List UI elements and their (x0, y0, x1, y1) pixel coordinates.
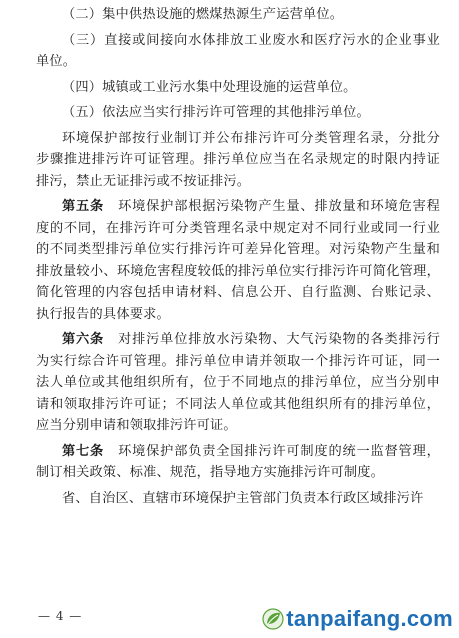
article-text: 对排污单位排放水污染物、大气污染物的各类排污行 (104, 332, 440, 347)
paragraph-line: 单位。 (36, 54, 77, 69)
paragraph-line: 度的不同，在排污许可分类管理名录中规定对不同行业或同一行业 (36, 220, 440, 236)
article-number: 第六条 (62, 332, 105, 347)
article-text: 环境保护部负责全国排污许可制度的统一监督管理， (104, 443, 440, 459)
paragraph-line: 为实行综合许可管理。排污单位申请并领取一个排污许可证，同一 (36, 353, 440, 369)
paragraph-line: （五）依法应当实行排污许可管理的其他排污单位。 (62, 105, 370, 120)
paragraph-line: 执行报告的具体要求。 (36, 306, 170, 322)
paragraph-line: 步骤推进排污许可证管理。排污单位应当在名录规定的时限内持证 (36, 152, 440, 167)
paragraph-line: 制订相关政策、标准、规范，指导地方实施排污许可制度。 (36, 465, 385, 480)
article-text: 环境保护部根据污染物产生量、排放量和环境危害程 (104, 199, 440, 214)
page-number: — 4 — (38, 609, 83, 623)
article-number: 第五条 (62, 199, 105, 214)
watermark-text[interactable]: tanpaifang.com (286, 606, 453, 631)
paragraph-line: 简化管理的内容包括申请材料、信息公开、自行监测、台账记录、 (36, 285, 440, 300)
document-body (36, 4, 440, 509)
paragraph-line: 请和领取排污许可证；不同法人单位或其他组织所有的排污单位， (36, 396, 440, 412)
article-first-line (36, 196, 440, 218)
paragraph-line: （三）直接或间接向水体排放工业废水和医疗污水的企业事业 (62, 32, 440, 48)
paragraph-line: （二）集中供热设施的燃煤热源生产运营单位。 (62, 7, 344, 22)
paragraph-line: 排放量较小、环境危害程度较低的排污单位实行排污许可简化管理， (36, 263, 440, 279)
article-first-line (36, 441, 440, 463)
paragraph-line: 环境保护部按行业制订并公布排污许可分类管理名录，分批分 (62, 130, 440, 146)
article-first-line (36, 329, 440, 351)
watermark (262, 606, 453, 632)
leaf-logo-icon (262, 608, 284, 630)
paragraph-line: 的不同类型排污单位实行排污许可差异化管理。对污染物产生量和 (36, 242, 440, 257)
paragraph-line: 省、自治区、直辖市环境保护主管部门负责本行政区域排污许 (62, 490, 424, 506)
paragraph-line: 排污，禁止无证排污或不按证排污。 (36, 173, 251, 189)
paragraph-line: 法人单位或其他组织所有，位于不同地点的排污单位，应当分别申 (36, 375, 440, 390)
article-number: 第七条 (62, 443, 105, 459)
paragraph-line: 应当分别申请和领取排污许可证。 (36, 418, 237, 433)
paragraph-line: （四）城镇或工业污水集中处理设施的运营单位。 (62, 79, 357, 95)
